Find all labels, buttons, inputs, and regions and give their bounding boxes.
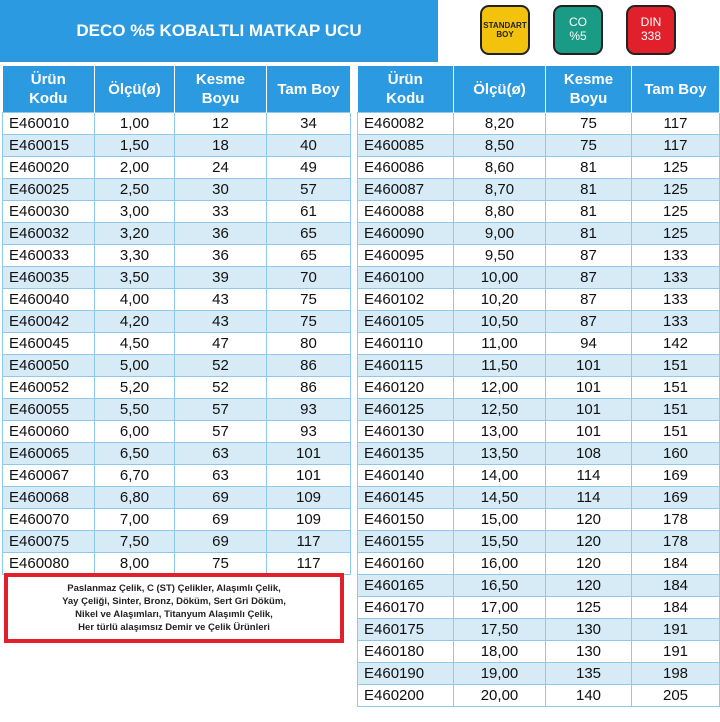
- table-row: [358, 113, 720, 135]
- cell-size: 8,60: [454, 157, 546, 179]
- table-row: [358, 135, 720, 157]
- cell-total-length: 70: [267, 267, 351, 289]
- cell-cut-length: 81: [546, 223, 632, 245]
- cell-cut-length: 36: [175, 223, 267, 245]
- cell-size: 4,00: [95, 289, 175, 311]
- table-row: [358, 465, 720, 487]
- table-row: [3, 333, 351, 355]
- header-total-length: Tam Boy: [267, 66, 351, 113]
- cell-code: E460040: [3, 289, 95, 311]
- table-row: [358, 157, 720, 179]
- cell-code: E460175: [358, 619, 454, 641]
- table-row: [3, 465, 351, 487]
- badge-line1: CO: [569, 15, 587, 30]
- table-row: [358, 553, 720, 575]
- cell-total-length: 117: [267, 531, 351, 553]
- cell-code: E460085: [358, 135, 454, 157]
- cell-code: E460140: [358, 465, 454, 487]
- table-row: [358, 663, 720, 685]
- cell-code: E460060: [3, 421, 95, 443]
- cell-total-length: 109: [267, 487, 351, 509]
- cell-size: 20,00: [454, 685, 546, 707]
- badge-line2: 338: [640, 29, 662, 43]
- cell-code: E460200: [358, 685, 454, 707]
- cell-cut-length: 130: [546, 641, 632, 663]
- cell-total-length: 151: [632, 355, 720, 377]
- cell-code: E460160: [358, 553, 454, 575]
- cell-size: 2,50: [95, 179, 175, 201]
- cell-size: 9,50: [454, 245, 546, 267]
- table-row: [358, 685, 720, 707]
- cell-total-length: 205: [632, 685, 720, 707]
- cell-size: 18,00: [454, 641, 546, 663]
- cell-size: 17,50: [454, 619, 546, 641]
- cobalt-badge: [553, 5, 603, 55]
- cell-size: 9,00: [454, 223, 546, 245]
- cell-size: 16,00: [454, 553, 546, 575]
- cell-code: E460086: [358, 157, 454, 179]
- cell-size: 16,50: [454, 575, 546, 597]
- cell-code: E460100: [358, 267, 454, 289]
- header-size: Ölçü(ø): [454, 66, 546, 113]
- table-row: [3, 245, 351, 267]
- cell-total-length: 191: [632, 641, 720, 663]
- cell-total-length: 125: [632, 179, 720, 201]
- cell-cut-length: 52: [175, 377, 267, 399]
- header-code: Ürün Kodu: [358, 66, 454, 113]
- cell-size: 8,70: [454, 179, 546, 201]
- table-row: [3, 487, 351, 509]
- table-row: [358, 311, 720, 333]
- table-row: [3, 443, 351, 465]
- cell-code: E460155: [358, 531, 454, 553]
- badge-line2: BOY: [496, 30, 514, 39]
- cell-total-length: 65: [267, 245, 351, 267]
- cell-code: E460087: [358, 179, 454, 201]
- cell-code: E460090: [358, 223, 454, 245]
- cell-total-length: 184: [632, 553, 720, 575]
- table-row: [3, 377, 351, 399]
- cell-total-length: 80: [267, 333, 351, 355]
- cell-cut-length: 75: [175, 553, 267, 575]
- table-row: [3, 311, 351, 333]
- table-row: [358, 377, 720, 399]
- cell-cut-length: 43: [175, 289, 267, 311]
- cell-total-length: 151: [632, 399, 720, 421]
- cell-cut-length: 36: [175, 245, 267, 267]
- cell-total-length: 65: [267, 223, 351, 245]
- cell-cut-length: 101: [546, 399, 632, 421]
- table-row: [358, 597, 720, 619]
- cell-code: E460145: [358, 487, 454, 509]
- cell-code: E460035: [3, 267, 95, 289]
- cell-size: 6,70: [95, 465, 175, 487]
- cell-size: 6,50: [95, 443, 175, 465]
- cell-total-length: 133: [632, 289, 720, 311]
- cell-code: E460088: [358, 201, 454, 223]
- cell-code: E460102: [358, 289, 454, 311]
- table-row: [358, 641, 720, 663]
- cell-size: 6,80: [95, 487, 175, 509]
- cell-size: 14,50: [454, 487, 546, 509]
- cell-size: 17,00: [454, 597, 546, 619]
- cell-cut-length: 57: [175, 399, 267, 421]
- cell-total-length: 133: [632, 311, 720, 333]
- cell-cut-length: 39: [175, 267, 267, 289]
- cell-size: 10,00: [454, 267, 546, 289]
- cell-code: E460095: [358, 245, 454, 267]
- cell-cut-length: 135: [546, 663, 632, 685]
- cell-cut-length: 94: [546, 333, 632, 355]
- cell-total-length: 133: [632, 245, 720, 267]
- table-row: [3, 135, 351, 157]
- cell-size: 15,00: [454, 509, 546, 531]
- usage-note-line: Nikel ve Alaşımları, Titanyum Alaşımlı Çelik,: [75, 609, 273, 620]
- cell-total-length: 184: [632, 597, 720, 619]
- cell-total-length: 93: [267, 421, 351, 443]
- cell-size: 2,00: [95, 157, 175, 179]
- cell-size: 12,50: [454, 399, 546, 421]
- table-row: [358, 201, 720, 223]
- cell-size: 3,30: [95, 245, 175, 267]
- cell-cut-length: 18: [175, 135, 267, 157]
- cell-cut-length: 120: [546, 553, 632, 575]
- table-header-row: [3, 66, 351, 113]
- badge-line1: STANDART: [483, 20, 527, 30]
- table-row: [358, 619, 720, 641]
- cell-total-length: 151: [632, 377, 720, 399]
- cell-size: 6,00: [95, 421, 175, 443]
- cell-size: 5,50: [95, 399, 175, 421]
- cell-code: E460067: [3, 465, 95, 487]
- cell-cut-length: 120: [546, 531, 632, 553]
- cell-size: 3,00: [95, 201, 175, 223]
- cell-total-length: 169: [632, 487, 720, 509]
- cell-cut-length: 63: [175, 465, 267, 487]
- cell-code: E460080: [3, 553, 95, 575]
- cell-code: E460015: [3, 135, 95, 157]
- cell-cut-length: 125: [546, 597, 632, 619]
- cell-size: 4,50: [95, 333, 175, 355]
- cell-size: 10,20: [454, 289, 546, 311]
- cell-code: E460075: [3, 531, 95, 553]
- cell-code: E460030: [3, 201, 95, 223]
- cell-total-length: 40: [267, 135, 351, 157]
- cell-size: 5,20: [95, 377, 175, 399]
- cell-code: E460033: [3, 245, 95, 267]
- cell-code: E460105: [358, 311, 454, 333]
- table-row: [3, 553, 351, 575]
- cell-total-length: 117: [267, 553, 351, 575]
- table-header-row: [358, 66, 720, 113]
- cell-total-length: 151: [632, 421, 720, 443]
- cell-size: 12,00: [454, 377, 546, 399]
- table-row: [358, 399, 720, 421]
- cell-code: E460170: [358, 597, 454, 619]
- cell-size: 10,50: [454, 311, 546, 333]
- cell-size: 3,20: [95, 223, 175, 245]
- cell-cut-length: 87: [546, 289, 632, 311]
- cell-cut-length: 81: [546, 179, 632, 201]
- cell-cut-length: 43: [175, 311, 267, 333]
- cell-size: 11,50: [454, 355, 546, 377]
- cell-total-length: 142: [632, 333, 720, 355]
- table-row: [3, 399, 351, 421]
- table-row: [358, 575, 720, 597]
- cell-cut-length: 69: [175, 509, 267, 531]
- cell-code: E460125: [358, 399, 454, 421]
- cell-cut-length: 57: [175, 421, 267, 443]
- cell-code: E460065: [3, 443, 95, 465]
- badge-line2: %5: [569, 29, 587, 43]
- usage-note-line: Her türlü alaşımsız Demir ve Çelik Ürünleri: [78, 622, 270, 633]
- cell-cut-length: 114: [546, 487, 632, 509]
- cell-code: E460052: [3, 377, 95, 399]
- header-cut-length: Kesme Boyu: [175, 66, 267, 113]
- cell-size: 14,00: [454, 465, 546, 487]
- header-cut-length: Kesme Boyu: [546, 66, 632, 113]
- cell-size: 8,80: [454, 201, 546, 223]
- product-table-left: [2, 66, 351, 575]
- cell-size: 3,50: [95, 267, 175, 289]
- cell-total-length: 117: [632, 113, 720, 135]
- cell-code: E460020: [3, 157, 95, 179]
- badge-line1: DIN: [640, 15, 662, 30]
- table-row: [358, 289, 720, 311]
- cell-code: E460165: [358, 575, 454, 597]
- cell-cut-length: 12: [175, 113, 267, 135]
- header-code: Ürün Kodu: [3, 66, 95, 113]
- cell-total-length: 75: [267, 289, 351, 311]
- cell-size: 8,50: [454, 135, 546, 157]
- table-row: [3, 421, 351, 443]
- cell-code: E460032: [3, 223, 95, 245]
- page-title-bar: [0, 0, 438, 62]
- cell-size: 1,50: [95, 135, 175, 157]
- cell-cut-length: 101: [546, 377, 632, 399]
- product-table-right: [357, 66, 720, 707]
- usage-note-line: Paslanmaz Çelik, C (ST) Çelikler, Alaşımlı Çelik,: [67, 583, 281, 594]
- cell-size: 8,00: [95, 553, 175, 575]
- cell-cut-length: 108: [546, 443, 632, 465]
- cell-size: 5,00: [95, 355, 175, 377]
- table-row: [3, 201, 351, 223]
- cell-cut-length: 120: [546, 575, 632, 597]
- cell-code: E460180: [358, 641, 454, 663]
- cell-cut-length: 33: [175, 201, 267, 223]
- table-row: [358, 531, 720, 553]
- table-row: [358, 487, 720, 509]
- usage-note-line: Yay Çeliği, Sinter, Bronz, Döküm, Sert Gri Döküm,: [62, 596, 286, 607]
- header-total-length: Tam Boy: [632, 66, 720, 113]
- cell-total-length: 117: [632, 135, 720, 157]
- cell-total-length: 178: [632, 531, 720, 553]
- cell-total-length: 160: [632, 443, 720, 465]
- cell-size: 7,00: [95, 509, 175, 531]
- cell-code: E460055: [3, 399, 95, 421]
- cell-size: 1,00: [95, 113, 175, 135]
- cell-code: E460150: [358, 509, 454, 531]
- cell-cut-length: 63: [175, 443, 267, 465]
- cell-size: 7,50: [95, 531, 175, 553]
- cell-code: E460082: [358, 113, 454, 135]
- cell-total-length: 57: [267, 179, 351, 201]
- cell-total-length: 133: [632, 267, 720, 289]
- cell-size: 8,20: [454, 113, 546, 135]
- cell-cut-length: 75: [546, 135, 632, 157]
- cell-code: E460068: [3, 487, 95, 509]
- cell-total-length: 191: [632, 619, 720, 641]
- cell-code: E460010: [3, 113, 95, 135]
- table-row: [3, 289, 351, 311]
- cell-code: E460190: [358, 663, 454, 685]
- table-row: [358, 245, 720, 267]
- cell-total-length: 125: [632, 157, 720, 179]
- cell-cut-length: 87: [546, 311, 632, 333]
- cell-cut-length: 75: [546, 113, 632, 135]
- cell-code: E460045: [3, 333, 95, 355]
- cell-cut-length: 81: [546, 201, 632, 223]
- cell-code: E460115: [358, 355, 454, 377]
- page-title: DECO %5 KOBALTLI MATKAP UCU: [76, 21, 362, 40]
- table-row: [358, 443, 720, 465]
- cell-total-length: 86: [267, 377, 351, 399]
- cell-total-length: 101: [267, 443, 351, 465]
- cell-cut-length: 87: [546, 245, 632, 267]
- cell-total-length: 75: [267, 311, 351, 333]
- table-row: [358, 333, 720, 355]
- table-row: [358, 267, 720, 289]
- table-row: [3, 157, 351, 179]
- cell-code: E460130: [358, 421, 454, 443]
- cell-cut-length: 81: [546, 157, 632, 179]
- cell-code: E460025: [3, 179, 95, 201]
- cell-total-length: 125: [632, 223, 720, 245]
- table-row: [358, 509, 720, 531]
- standard-length-badge: [480, 5, 530, 55]
- cell-size: 4,20: [95, 311, 175, 333]
- cell-cut-length: 69: [175, 531, 267, 553]
- din-badge: [626, 5, 676, 55]
- cell-size: 15,50: [454, 531, 546, 553]
- cell-total-length: 49: [267, 157, 351, 179]
- cell-cut-length: 101: [546, 421, 632, 443]
- cell-total-length: 184: [632, 575, 720, 597]
- cell-code: E460120: [358, 377, 454, 399]
- cell-cut-length: 52: [175, 355, 267, 377]
- table-row: [3, 267, 351, 289]
- cell-total-length: 109: [267, 509, 351, 531]
- cell-size: 13,00: [454, 421, 546, 443]
- table-row: [3, 531, 351, 553]
- cell-total-length: 34: [267, 113, 351, 135]
- cell-code: E460042: [3, 311, 95, 333]
- cell-cut-length: 114: [546, 465, 632, 487]
- cell-cut-length: 130: [546, 619, 632, 641]
- cell-total-length: 198: [632, 663, 720, 685]
- cell-cut-length: 47: [175, 333, 267, 355]
- cell-cut-length: 30: [175, 179, 267, 201]
- table-row: [358, 179, 720, 201]
- table-row: [3, 179, 351, 201]
- table-row: [358, 421, 720, 443]
- table-row: [358, 223, 720, 245]
- table-row: [358, 355, 720, 377]
- cell-cut-length: 87: [546, 267, 632, 289]
- table-row: [3, 355, 351, 377]
- table-row: [3, 223, 351, 245]
- cell-total-length: 86: [267, 355, 351, 377]
- cell-size: 11,00: [454, 333, 546, 355]
- cell-size: 19,00: [454, 663, 546, 685]
- cell-cut-length: 120: [546, 509, 632, 531]
- cell-total-length: 101: [267, 465, 351, 487]
- cell-cut-length: 24: [175, 157, 267, 179]
- header-size: Ölçü(ø): [95, 66, 175, 113]
- cell-code: E460135: [358, 443, 454, 465]
- cell-total-length: 169: [632, 465, 720, 487]
- table-row: [3, 509, 351, 531]
- cell-total-length: 125: [632, 201, 720, 223]
- usage-note-box: [4, 573, 344, 643]
- cell-total-length: 178: [632, 509, 720, 531]
- cell-total-length: 61: [267, 201, 351, 223]
- cell-cut-length: 69: [175, 487, 267, 509]
- cell-code: E460070: [3, 509, 95, 531]
- cell-cut-length: 101: [546, 355, 632, 377]
- cell-size: 13,50: [454, 443, 546, 465]
- table-row: [3, 113, 351, 135]
- cell-code: E460110: [358, 333, 454, 355]
- cell-code: E460050: [3, 355, 95, 377]
- cell-total-length: 93: [267, 399, 351, 421]
- cell-cut-length: 140: [546, 685, 632, 707]
